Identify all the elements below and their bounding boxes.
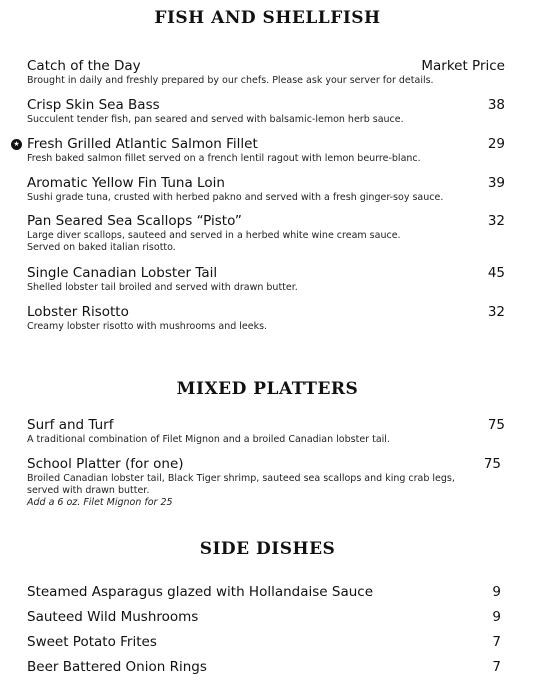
menu-item-tuna	[27, 175, 507, 204]
menu-item-lobster-tail	[27, 265, 507, 294]
menu-item-scallops	[27, 213, 507, 254]
item-name: Surf and Turf	[27, 417, 114, 433]
item-price: 38	[487, 97, 505, 113]
section-title-platters: MIXED PLATTERS	[176, 379, 359, 399]
item-description: Served on baked italian risotto.	[27, 242, 176, 253]
item-price: 39	[487, 175, 505, 191]
item-description: Shelled lobster tail broiled and served with drawn butter.	[27, 282, 298, 293]
side-item-mushrooms: Sauteed Wild Mushrooms	[27, 609, 199, 625]
menu-item-salmon	[27, 136, 507, 165]
chef-recommended-icon: ★	[11, 139, 22, 150]
item-description: Fresh baked salmon fillet served on a french lentil ragout with lemon beurre-blanc.	[27, 153, 421, 164]
side-price: 9	[492, 609, 501, 625]
item-description: served with drawn butter.	[27, 485, 150, 496]
item-description: Broiled Canadian lobster tail, Black Tiger shrimp, sauteed sea scallops and king crab legs,	[27, 473, 455, 484]
item-name: School Platter (for one)	[27, 456, 184, 472]
item-addon: Add a 6 oz. Filet Mignon for 25	[27, 497, 173, 508]
item-name: Lobster Risotto	[27, 304, 129, 320]
item-name: Fresh Grilled Atlantic Salmon Fillet	[27, 136, 258, 152]
item-name: Crisp Skin Sea Bass	[27, 97, 160, 113]
side-price: 7	[492, 659, 501, 675]
item-description: Large diver scallops, sauteed and served in a herbed white wine cream sauce.	[27, 230, 401, 241]
item-name: Pan Seared Sea Scallops “Pisto”	[27, 213, 242, 229]
side-item-frites: Sweet Potato Frites	[27, 634, 157, 650]
item-price: 75	[483, 456, 501, 472]
item-name: Catch of the Day	[27, 58, 141, 74]
item-price: 29	[487, 136, 505, 152]
item-description: Brought in daily and freshly prepared by our chefs. Please ask your server for details.	[27, 75, 434, 86]
item-description: Creamy lobster risotto with mushrooms and leeks.	[27, 321, 268, 332]
item-description: A traditional combination of Filet Mignon and a broiled Canadian lobster tail.	[27, 434, 390, 445]
side-price: 9	[492, 584, 501, 600]
section-title-sides: SIDE DISHES	[199, 539, 336, 559]
side-item-onion-rings: Beer Battered Onion Rings	[27, 659, 207, 675]
menu-item-surf-and-turf	[27, 417, 507, 446]
side-item-asparagus: Steamed Asparagus glazed with Hollandaise Sauce	[27, 584, 374, 600]
item-description: Sushi grade tuna, crusted with herbed pakno and served with a fresh ginger-soy sauce.	[27, 192, 444, 203]
menu-item-lobster-risotto	[27, 304, 507, 333]
section-title-fish: FISH AND SHELLFISH	[154, 8, 381, 28]
item-price: 75	[487, 417, 505, 433]
menu-item-school-platter	[27, 456, 507, 509]
menu-item-sea-bass	[27, 97, 507, 126]
item-price: Market Price	[421, 58, 505, 74]
item-price: 45	[487, 265, 505, 281]
item-price: 32	[487, 213, 505, 229]
item-name: Aromatic Yellow Fin Tuna Loin	[27, 175, 225, 191]
item-description: Succulent tender fish, pan seared and served with balsamic-lemon herb sauce.	[27, 114, 404, 125]
item-price: 32	[487, 304, 505, 320]
side-price: 7	[492, 634, 501, 650]
item-name: Single Canadian Lobster Tail	[27, 265, 218, 281]
